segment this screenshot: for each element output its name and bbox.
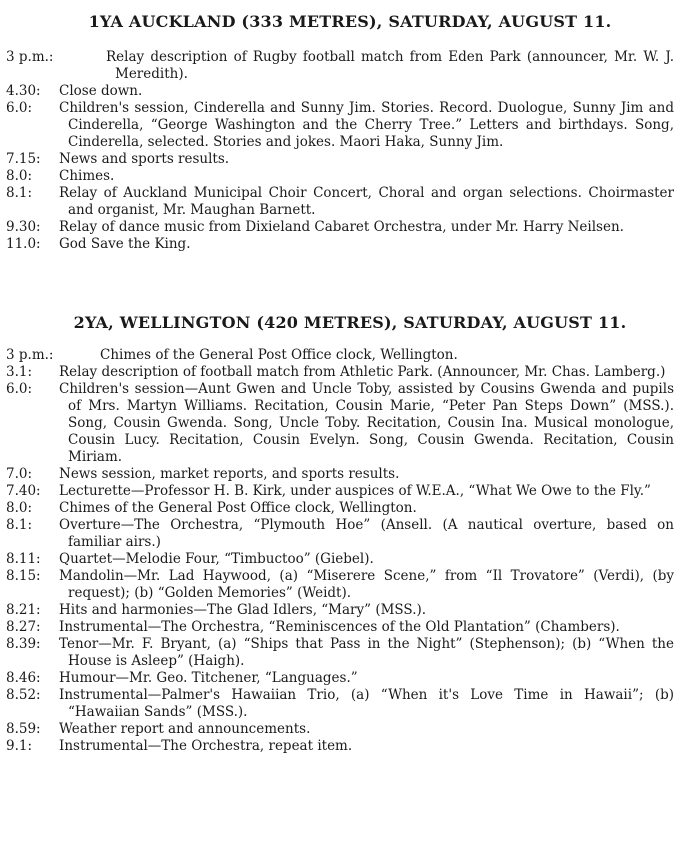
programme-entry [6,636,674,670]
entry-time: 8.52: [6,687,41,703]
entry-time: 8.39: [6,636,41,652]
entry-description: Overture—The Orchestra, “Plymouth Hoe” (Ansell. (A nautical overture, based on familiar airs.) [59,517,674,550]
entry-description: Instrumental—Palmer's Hawaiian Trio, (a) “When it's Love Time in Hawaii”; (b) “Hawaiian Sands” (MSS.). [59,687,674,720]
entry-description: Humour—Mr. Geo. Titchener, “Languages.” [59,670,358,686]
programme-entry [6,151,674,168]
entry-description: Chimes of the General Post Office clock, Wellington. [59,500,417,516]
programme-entry [6,236,674,253]
entry-time: 7.15: [6,151,41,167]
entry-time: 8.0: [6,168,33,184]
programme-entry [6,738,674,755]
entry-time: 8.1: [6,185,33,201]
entry-time: 7.40: [6,483,41,499]
entry-description: Instrumental—The Orchestra, repeat item. [59,738,353,754]
programme-entry [6,219,674,236]
entry-description: God Save the King. [59,236,191,252]
entry-time: 8.0: [6,500,33,516]
entry-time: 11.0: [6,236,41,252]
entry-description: Quartet—Melodie Four, “Timbuctoo” (Giebel). [59,551,374,567]
entry-time: 8.21: [6,602,41,618]
entry-time: 9.1: [6,738,33,754]
programme-entry [6,687,674,721]
programme-entry [6,670,674,687]
programme-entry [6,568,674,602]
entry-description: Chimes of the General Post Office clock, Wellington. [100,347,458,363]
programme-entry [6,347,674,364]
entry-description: Chimes. [59,168,115,184]
programme-entry [6,517,674,551]
entry-time: 7.0: [6,466,33,482]
entry-description: Hits and harmonies—The Glad Idlers, “Mary” (MSS.). [59,602,427,618]
programme-entry [6,602,674,619]
section-heading-2ya: 2YA, WELLINGTON (420 METRES), SATURDAY, AUGUST 11. [73,313,627,332]
entry-time: 4.30: [6,83,41,99]
programme-entry [6,500,674,517]
programme-entry [6,83,674,100]
entry-time: 3.1: [6,364,33,380]
programme-entry [6,168,674,185]
programme-entry [6,466,674,483]
programme-entry [6,364,674,381]
entry-time: 6.0: [6,100,33,116]
programme-entry [6,551,674,568]
programme-entry [6,619,674,636]
entry-description: Relay of Auckland Municipal Choir Concert, Choral and organ selections. Choirmaster and organist, Mr. Maughan Barnett. [59,185,674,218]
entry-time: 3 p.m.: [6,347,54,363]
entry-description: Close down. [59,83,143,99]
programme-entry [6,100,674,151]
section-heading-1ya: 1YA AUCKLAND (333 METRES), SATURDAY, AUGUST 11. [88,12,612,31]
entry-time: 6.0: [6,381,33,397]
entry-time: 8.1: [6,517,33,533]
entry-description: News session, market reports, and sports results. [59,466,400,482]
section-1ya-schedule [6,49,674,253]
entry-description: Relay of dance music from Dixieland Cabaret Orchestra, under Mr. Harry Neilsen. [59,219,624,235]
entry-time: 9.30: [6,219,41,235]
entry-time: 8.46: [6,670,41,686]
section-2ya-schedule [6,347,674,755]
entry-time: 3 p.m.: [6,49,54,65]
programme-entry [6,721,674,738]
entry-time: 8.15: [6,568,41,584]
programme-entry [6,483,674,500]
entry-description: Relay description of Rugby football match from Eden Park (announcer, Mr. W. J. Meredith). [106,49,674,82]
programme-entry [6,49,674,83]
entry-time: 8.27: [6,619,41,635]
programme-entry [6,381,674,466]
entry-time: 8.11: [6,551,41,567]
entry-description: Children's session, Cinderella and Sunny Jim. Stories. Record. Duologue, Sunny Jim and Cinderella, “George Washington and the Cherry Tree.” Letters and birthdays. Song, Cinderella, selected. Stories and jokes. Maori Haka, Sunny Jim. [59,100,674,150]
programme-entry [6,185,674,219]
entry-description: News and sports results. [59,151,230,167]
entry-time: 8.59: [6,721,41,737]
entry-description: Lecturette—Professor H. B. Kirk, under auspices of W.E.A., “What We Owe to the Fly.” [59,483,651,499]
entry-description: Children's session—Aunt Gwen and Uncle Toby, assisted by Cousins Gwenda and pupils of Mrs. Martyn Williams. Recitation, Cousin Marie, “Peter Pan Steps Down” (MSS.). Song, Cousin Gwenda. Song, Uncle Toby. Recitation, Cousin Ina. Musical monologue, Cousin Lucy. Recitation, Cousin Evelyn. Song, Cousin Gwenda. Recitation, Cousin Miriam. [59,381,674,465]
entry-description: Tenor—Mr. F. Bryant, (a) “Ships that Pass in the Night” (Stephenson); (b) “When the House is Asleep” (Haigh). [59,636,674,669]
entry-description: Instrumental—The Orchestra, “Reminiscences of the Old Plantation” (Chambers). [59,619,620,635]
entry-description: Weather report and announcements. [59,721,311,737]
entry-description: Relay description of football match from Athletic Park. (Announcer, Mr. Chas. Lamberg.) [59,364,666,380]
entry-description: Mandolin—Mr. Lad Haywood, (a) “Miserere Scene,” from “Il Trovatore” (Verdi), (by request); (b) “Golden Memories” (Weidt). [59,568,674,601]
